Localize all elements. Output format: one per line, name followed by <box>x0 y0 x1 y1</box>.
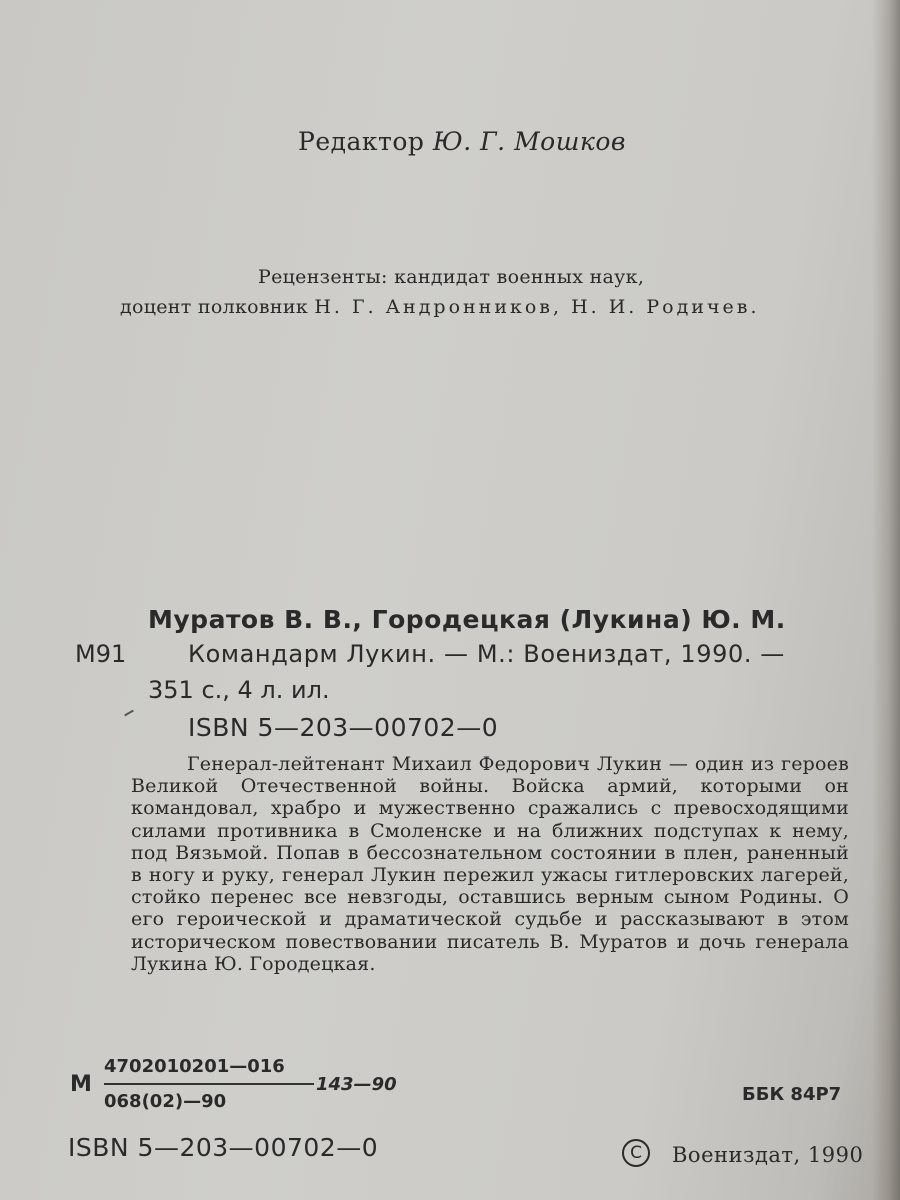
book-pages-line: 351 с., 4 л. ил. <box>148 676 330 704</box>
isbn-line: ISBN 5—203—00702—0 <box>188 713 499 742</box>
index-letter: М <box>70 1072 92 1097</box>
book-authors: Муратов В. В., Городецкая (Лукина) Ю. М. <box>148 605 786 634</box>
editor-label: Редактор <box>298 127 425 156</box>
editor-name: Ю. Г. Мошков <box>432 127 626 156</box>
copyright-publisher: Воениздат, 1990 <box>672 1143 864 1167</box>
reviewers-line-2a: доцент полковник <box>120 296 315 318</box>
index-fraction-line <box>104 1083 314 1085</box>
index-numerator: 4702010201—016 <box>104 1056 285 1077</box>
copyright-icon: C <box>622 1139 650 1167</box>
footer-isbn: ISBN 5—203—00702—0 <box>68 1133 379 1162</box>
index-side-number: 143—90 <box>316 1074 397 1095</box>
book-annotation: Генерал-лейтенант Михаил Федорович Лукин — один из героев Великой Отечественной войны. Войска армий, которыми он командовал, храбро и мужественно сражались с превосходящими силами противника в Смоленске и на ближних подступах к нему, под Вязьмой. Попав в бессознательном состоянии в плен, раненный в ногу и руку, генерал Лукин пережил ужасы гитлеровских лагерей, стойко перенес все невзгоды, оставшись верным сыном Родины. О его героической и драматической судьбе и рассказывают в этом историческом повествовании писатель В. Муратов и дочь генерала Лукина Ю. Городецкая. <box>131 753 849 975</box>
pencil-mark <box>124 710 134 717</box>
reviewers-block <box>120 262 760 322</box>
reviewers-line-2b: Н. Г. Андронников, Н. И. Родичев. <box>314 296 760 318</box>
bbk-code: ББК 84Р7 <box>742 1084 842 1105</box>
index-denominator: 068(02)—90 <box>104 1091 227 1112</box>
editor-line <box>298 127 626 156</box>
book-title-line: Командарм Лукин. — М.: Воениздат, 1990. — <box>188 640 785 668</box>
reviewers-line-1: Рецензенты: кандидат военных наук, <box>258 266 645 288</box>
author-sign-code: М91 <box>75 640 127 668</box>
page-edge-shadow <box>872 0 900 1200</box>
